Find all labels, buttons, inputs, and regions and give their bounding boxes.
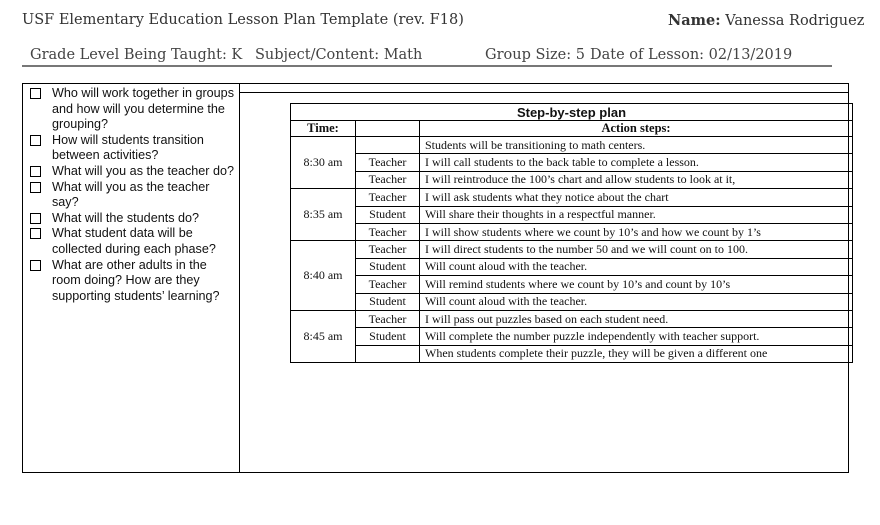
checkbox-icon[interactable]: [30, 260, 41, 271]
checklist-text: Who will work together in groups and how will you determine the grouping?: [52, 86, 234, 132]
grade-level: Grade Level Being Taught: K: [30, 47, 243, 63]
checklist-item: [30, 180, 235, 211]
checkbox-icon[interactable]: [30, 88, 41, 99]
action-steps-column-header: Action steps:: [420, 121, 853, 137]
step-cell: I will call students to the back table to complete a lesson.: [420, 154, 853, 171]
table-row: [291, 223, 853, 240]
meta-underline: [22, 65, 832, 67]
table-row: [291, 137, 853, 154]
checklist-item: [30, 164, 235, 180]
step-cell: I will pass out puzzles based on each student need.: [420, 310, 853, 327]
role-cell: Student: [356, 258, 420, 275]
role-cell: Student: [356, 328, 420, 345]
step-cell: Will share their thoughts in a respectful manner.: [420, 206, 853, 223]
step-cell: Will count aloud with the teacher.: [420, 293, 853, 310]
table-row: [291, 258, 853, 275]
checklist-text: What will you as the teacher say?: [52, 179, 210, 210]
step-by-step-plan-table: [290, 103, 853, 363]
role-cell: [356, 345, 420, 362]
step-cell: Will remind students where we count by 10’s and count by 10’s: [420, 276, 853, 293]
table-row: [291, 345, 853, 362]
right-column-top-rule: [239, 92, 849, 93]
column-divider: [239, 83, 240, 473]
step-cell: When students complete their puzzle, they will be given a different one: [420, 345, 853, 362]
checkbox-icon[interactable]: [30, 166, 41, 177]
guiding-questions-checklist: [30, 86, 235, 304]
role-column-header: [356, 121, 420, 137]
table-row: [291, 206, 853, 223]
role-cell: Teacher: [356, 171, 420, 188]
role-cell: Student: [356, 206, 420, 223]
author-name: [668, 12, 864, 29]
checklist-item: [30, 211, 235, 227]
step-cell: I will reintroduce the 100’s chart and allow students to look at it,: [420, 171, 853, 188]
checklist-item: [30, 86, 235, 133]
checkbox-icon[interactable]: [30, 228, 41, 239]
table-row: [291, 310, 853, 327]
role-cell: [356, 137, 420, 154]
checklist-text: What will you as the teacher do?: [52, 163, 235, 178]
table-row: [291, 276, 853, 293]
checkbox-icon[interactable]: [30, 135, 41, 146]
checklist-item: [30, 226, 235, 257]
group-size: Group Size: 5: [485, 47, 585, 63]
name-value: Vanessa Rodriguez: [725, 13, 865, 29]
role-cell: Teacher: [356, 154, 420, 171]
time-cell: 8:40 am: [291, 241, 356, 311]
step-cell: I will ask students what they notice about the chart: [420, 189, 853, 206]
time-cell: 8:30 am: [291, 137, 356, 189]
role-cell: Student: [356, 293, 420, 310]
table-row: [291, 171, 853, 188]
table-row: [291, 189, 853, 206]
checkbox-icon[interactable]: [30, 182, 41, 193]
role-cell: Teacher: [356, 310, 420, 327]
role-cell: Teacher: [356, 241, 420, 258]
plan-title: Step-by-step plan: [291, 104, 853, 121]
checklist-item: [30, 258, 235, 305]
name-label: Name:: [668, 12, 721, 29]
table-row: [291, 154, 853, 171]
table-row: [291, 293, 853, 310]
checklist-text: What will the students do?: [52, 210, 200, 225]
table-row: [291, 328, 853, 345]
document-title: USF Elementary Education Lesson Plan Template (rev. F18): [22, 12, 464, 28]
checklist-text: What student data will be collected during each phase?: [52, 226, 216, 256]
time-cell: 8:45 am: [291, 310, 356, 362]
step-cell: Will count aloud with the teacher.: [420, 258, 853, 275]
role-cell: Teacher: [356, 276, 420, 293]
step-cell: I will show students where we count by 10’s and how we count by 1’s: [420, 223, 853, 240]
step-cell: Will complete the number puzzle independently with teacher support.: [420, 328, 853, 345]
role-cell: Teacher: [356, 189, 420, 206]
step-cell: Students will be transitioning to math centers.: [420, 137, 853, 154]
role-cell: Teacher: [356, 223, 420, 240]
checklist-text: How will students transition between activities?: [52, 132, 204, 163]
subject-content: Subject/Content: Math: [255, 47, 423, 63]
time-cell: 8:35 am: [291, 189, 356, 241]
checklist-item: [30, 133, 235, 164]
step-cell: I will direct students to the number 50 and we will count on to 100.: [420, 241, 853, 258]
checklist-text: What are other adults in the room doing? How are they supporting students’ learning?: [52, 257, 220, 303]
lesson-meta-row: [30, 47, 830, 67]
table-row: [291, 241, 853, 258]
time-column-header: Time:: [291, 121, 356, 137]
checkbox-icon[interactable]: [30, 213, 41, 224]
lesson-date: Date of Lesson: 02/13/2019: [590, 47, 793, 63]
